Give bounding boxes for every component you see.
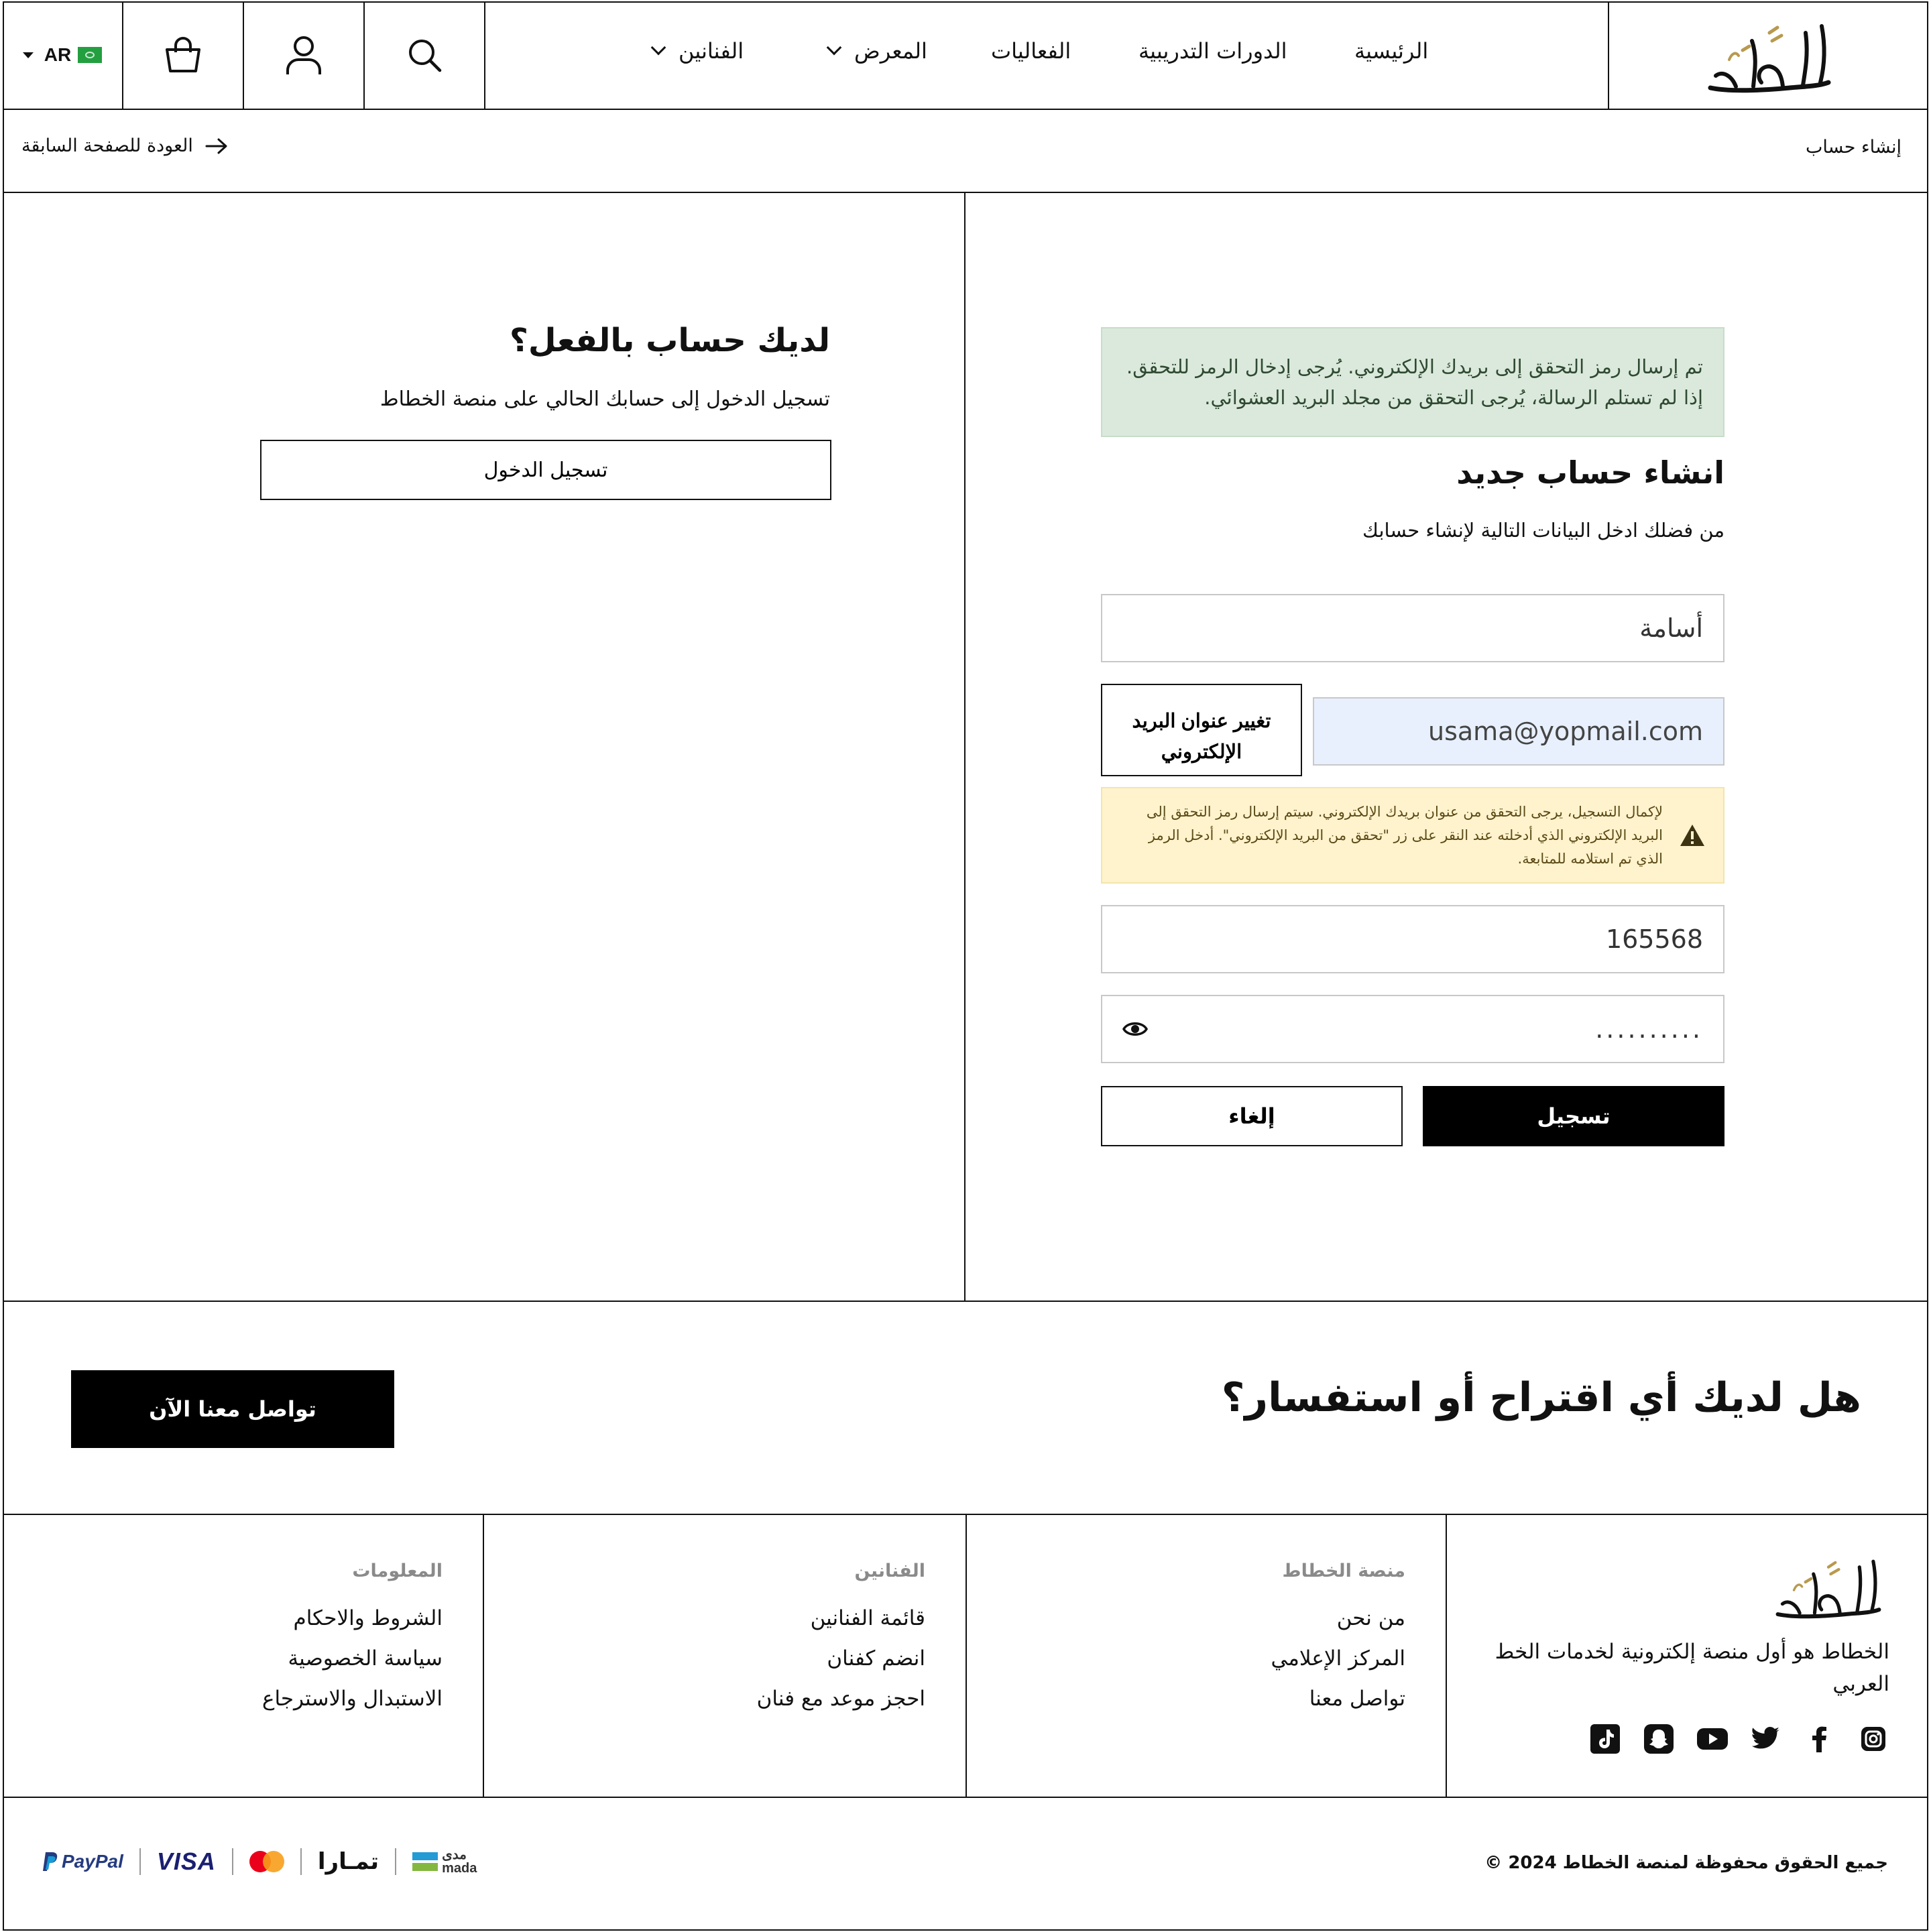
footer-heading: منصة الخطاط — [1282, 1561, 1405, 1581]
verification-sent-alert: تم إرسال رمز التحقق إلى بريدك الإلكتروني. يُرجى إدخال الرمز للتحقق. إذا لم تستلم الرسالة، يُرجى التحقق من مجلد البريد العشوائي. — [1101, 327, 1724, 437]
register-subtitle: من فضلك ادخل البيانات التالية لإنشاء حسابك — [1362, 519, 1724, 542]
footer-col-brand — [1447, 1515, 1928, 1797]
instagram-icon[interactable] — [1857, 1723, 1889, 1755]
register-title: انشاء حساب جديد — [1456, 455, 1724, 491]
cart-button[interactable] — [123, 1, 244, 109]
footer-link-terms[interactable]: الشروط والاحكام — [293, 1606, 443, 1630]
nav-gallery-label: المعرض — [854, 38, 927, 64]
nav-courses[interactable] — [1138, 38, 1287, 64]
password-value: .......... — [1595, 1014, 1703, 1044]
alkhattat-logo — [1702, 13, 1836, 97]
change-email-button[interactable]: تغيير عنوان البريد الإلكتروني — [1101, 684, 1302, 776]
eye-icon[interactable] — [1122, 1019, 1148, 1039]
footer-link-contact[interactable]: تواصل معنا — [1309, 1687, 1405, 1711]
footer-heading: المعلومات — [352, 1561, 443, 1581]
nav-artists-label: الفنانين — [679, 38, 744, 64]
password-input[interactable] — [1101, 995, 1724, 1063]
back-link-label: العودة للصفحة السابقة — [21, 135, 193, 156]
language-code: AR — [44, 44, 72, 65]
search-icon — [406, 36, 443, 74]
login-title: لديك حساب بالفعل؟ — [510, 322, 830, 359]
nav-courses-label: الدورات التدريبية — [1138, 38, 1287, 64]
facebook-icon[interactable] — [1804, 1723, 1836, 1755]
warning-triangle-icon — [1679, 823, 1706, 847]
mada-en: mada — [442, 1861, 477, 1876]
footer-link-privacy[interactable]: سياسة الخصوصية — [288, 1646, 443, 1671]
site-logo[interactable] — [1611, 1, 1928, 109]
youtube-icon[interactable] — [1696, 1723, 1729, 1755]
social-links — [1589, 1723, 1889, 1755]
divider — [232, 1848, 233, 1875]
mastercard-logo — [249, 1851, 284, 1872]
cancel-button[interactable]: إلغاء — [1101, 1086, 1403, 1146]
language-switcher[interactable] — [3, 1, 123, 109]
contact-us-button[interactable]: تواصل معنا الآن — [71, 1370, 394, 1448]
paypal-logo — [43, 1851, 123, 1872]
footer-about: الخطاط هو أول منصة إلكترونية لخدمات الخط العربي — [1495, 1640, 1889, 1696]
login-panel — [3, 193, 966, 1302]
tiktok-icon[interactable] — [1589, 1723, 1621, 1755]
site-header — [3, 1, 1928, 110]
arrow-right-icon — [205, 137, 228, 155]
warning-text: لإكمال التسجيل، يرجى التحقق من عنوان بريدك الإلكتروني. سيتم إرسال رمز التحقق إلى البريد الإلكتروني الذي أدخلته عند النقر على زر "تحقق من البريد الإلكتروني". أدخل الرمز الذي تم استلامه للمتابعة. — [1146, 804, 1663, 867]
mada-label — [442, 1848, 477, 1875]
mada-bars-icon — [412, 1852, 438, 1871]
shopping-bag-icon — [163, 36, 203, 74]
copyright: © جميع الحقوق محفوظة لمنصة الخطاط 2024 — [1484, 1853, 1888, 1873]
bottom-bar — [3, 1798, 1928, 1929]
search-button[interactable] — [365, 1, 485, 109]
divider — [139, 1848, 141, 1875]
login-subtitle: تسجيل الدخول إلى حسابك الحالي على منصة الخطاط — [379, 387, 830, 411]
footer-col-artists — [484, 1515, 967, 1797]
email-verification-warning — [1101, 787, 1724, 884]
footer-link-book-artist[interactable]: احجز موعد مع فنان — [756, 1687, 925, 1711]
footer-link-about[interactable]: من نحن — [1336, 1606, 1405, 1630]
tamara-logo: تمـارا — [317, 1848, 379, 1875]
breadcrumb-current: إنشاء حساب — [1805, 137, 1901, 158]
chevron-down-icon — [827, 40, 842, 56]
breadcrumb-bar — [3, 110, 1928, 193]
nav-artists[interactable] — [653, 38, 744, 64]
site-footer — [3, 1515, 1928, 1798]
paypal-icon — [43, 1852, 58, 1871]
name-input[interactable]: أسامة — [1101, 594, 1724, 662]
chevron-down-icon — [651, 40, 666, 56]
divider — [395, 1848, 396, 1875]
divider — [300, 1848, 302, 1875]
mada-logo — [412, 1848, 477, 1875]
caret-down-icon — [23, 52, 34, 58]
footer-link-returns[interactable]: الاستبدال والاسترجاع — [261, 1687, 443, 1711]
twitter-icon[interactable] — [1750, 1723, 1782, 1755]
login-button[interactable]: تسجيل الدخول — [260, 440, 831, 500]
footer-heading: الفنانين — [854, 1561, 925, 1581]
snapchat-icon[interactable] — [1643, 1723, 1675, 1755]
saudi-flag-icon — [78, 47, 102, 63]
main-nav — [485, 1, 1609, 109]
contact-cta — [3, 1302, 1928, 1515]
footer-logo — [1767, 1550, 1889, 1622]
footer-col-info — [3, 1515, 484, 1797]
email-input[interactable]: usama@yopmail.com — [1313, 697, 1724, 766]
nav-gallery[interactable] — [829, 38, 927, 64]
payment-methods — [43, 1845, 477, 1878]
nav-events-label: الفعاليات — [991, 38, 1071, 64]
footer-link-media[interactable]: المركز الإعلامي — [1271, 1646, 1405, 1671]
cta-title: هل لديك أي اقتراح أو استفسار؟ — [1221, 1374, 1861, 1421]
verification-code-input[interactable]: 165568 — [1101, 905, 1724, 973]
nav-events[interactable] — [991, 38, 1071, 64]
mada-ar: مدى — [442, 1848, 467, 1862]
footer-col-platform — [967, 1515, 1447, 1797]
footer-link-join-artist[interactable]: انضم كفنان — [827, 1646, 925, 1671]
nav-home-label: الرئيسية — [1354, 38, 1429, 64]
nav-home[interactable] — [1354, 38, 1428, 64]
register-submit-button[interactable]: تسجيل — [1423, 1086, 1724, 1146]
back-link[interactable] — [21, 135, 228, 156]
visa-logo: VISA — [156, 1848, 216, 1875]
user-icon — [285, 34, 323, 76]
footer-link-artist-list[interactable]: قائمة الفنانين — [810, 1606, 925, 1630]
paypal-label: PayPal — [62, 1851, 123, 1872]
register-panel — [966, 193, 1928, 1302]
account-button[interactable] — [244, 1, 365, 109]
